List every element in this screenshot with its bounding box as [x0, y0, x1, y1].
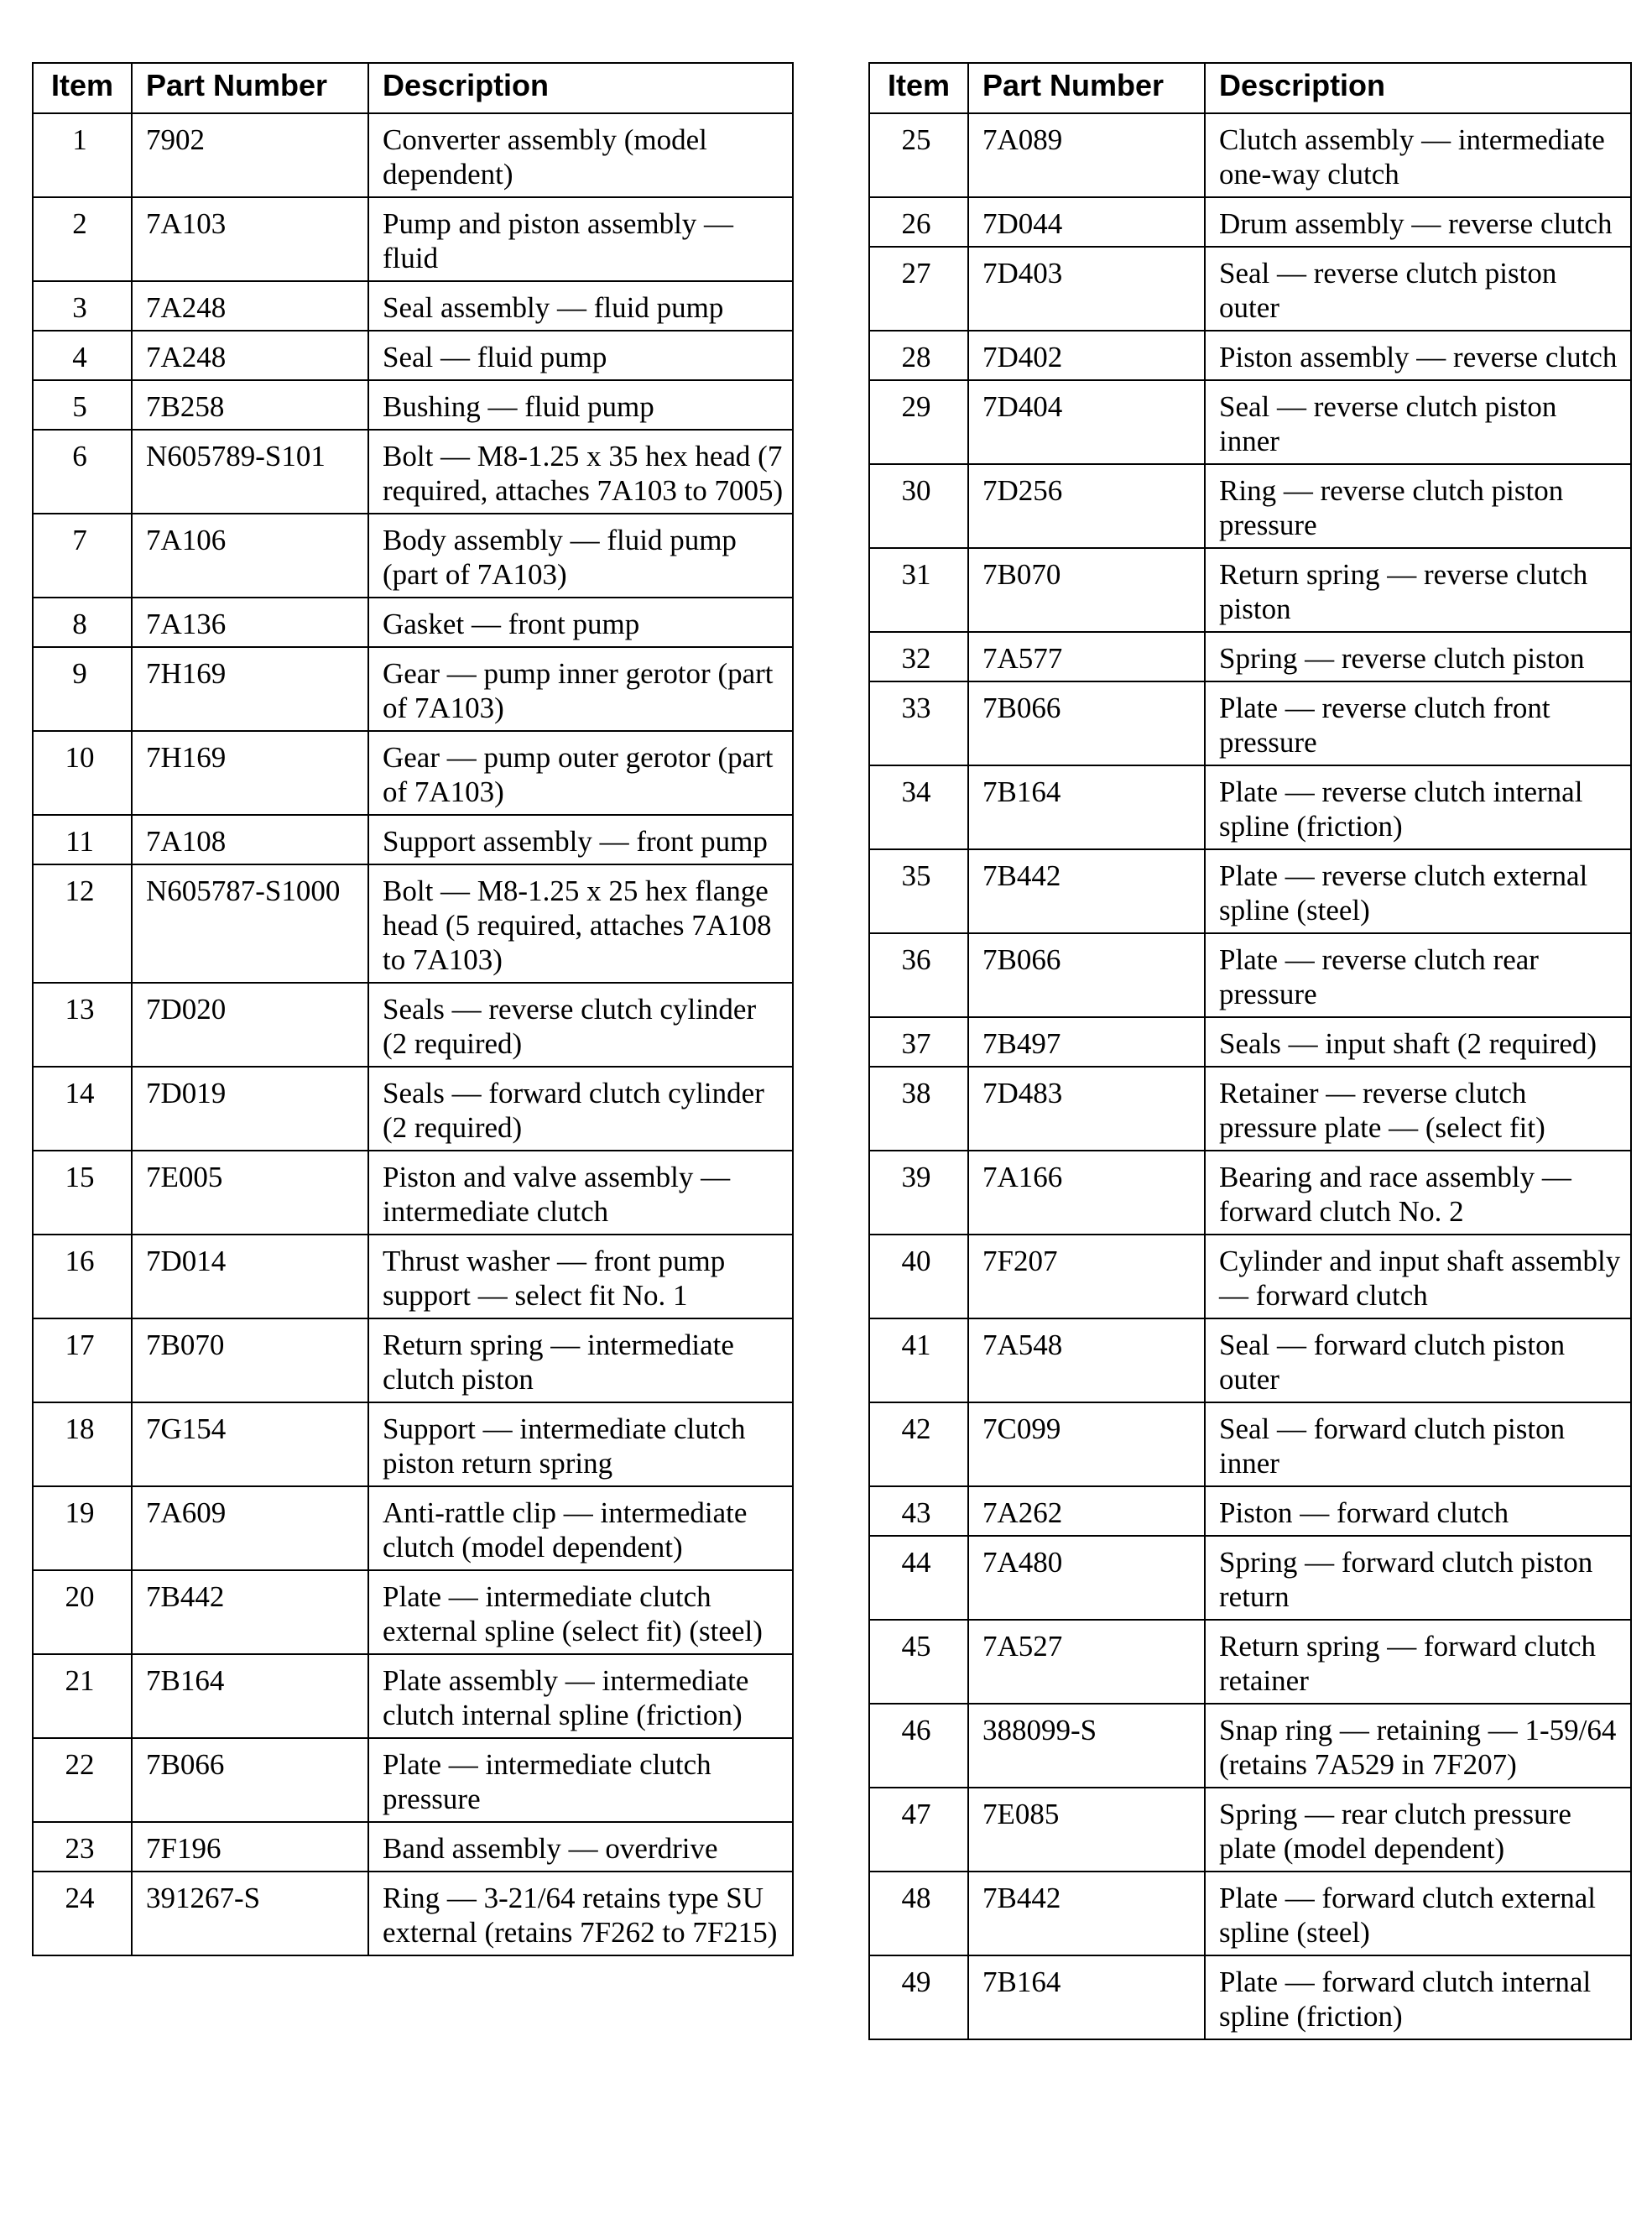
header-part-number: Part Number [132, 63, 368, 113]
item-number-cell: 41 [869, 1318, 968, 1402]
item-number-cell: 36 [869, 933, 968, 1017]
table-row [869, 1872, 1631, 1955]
description-cell: Piston and valve assembly — intermediate clutch [368, 1151, 793, 1235]
description-cell: Seal — forward clutch piston inner [1205, 1402, 1631, 1486]
table-row [869, 197, 1631, 247]
item-number-cell: 35 [869, 849, 968, 933]
table-row [33, 514, 793, 598]
table-row [33, 1151, 793, 1235]
table-row [33, 1067, 793, 1151]
item-number-cell: 25 [869, 113, 968, 197]
description-cell: Plate — intermediate clutch pressure [368, 1738, 793, 1822]
header-description: Description [1205, 63, 1631, 113]
header-item: Item [33, 63, 132, 113]
item-number-cell: 15 [33, 1151, 132, 1235]
description-cell: Seal — forward clutch piston outer [1205, 1318, 1631, 1402]
description-cell: Thrust washer — front pump support — select fit No. 1 [368, 1235, 793, 1318]
table-row [33, 430, 793, 514]
item-number-cell: 44 [869, 1536, 968, 1620]
item-number-cell: 10 [33, 731, 132, 815]
part-number-cell: 7A089 [968, 113, 1205, 197]
part-number-cell: 7E005 [132, 1151, 368, 1235]
part-number-cell: 7902 [132, 113, 368, 197]
item-number-cell: 37 [869, 1017, 968, 1067]
table-row [869, 765, 1631, 849]
part-number-cell: N605789-S101 [132, 430, 368, 514]
item-number-cell: 1 [33, 113, 132, 197]
header-item: Item [869, 63, 968, 113]
part-number-cell: 7D256 [968, 464, 1205, 548]
table-row [33, 1486, 793, 1570]
table-row [33, 864, 793, 983]
description-cell: Spring — reverse clutch piston [1205, 632, 1631, 681]
part-number-cell: 7A108 [132, 815, 368, 864]
description-cell: Drum assembly — reverse clutch [1205, 197, 1631, 247]
description-cell: Gasket — front pump [368, 598, 793, 647]
table-body [33, 113, 793, 1955]
item-number-cell: 18 [33, 1402, 132, 1486]
item-number-cell: 5 [33, 380, 132, 430]
header-part-number: Part Number [968, 63, 1205, 113]
item-number-cell: 17 [33, 1318, 132, 1402]
table-row [869, 1620, 1631, 1704]
description-cell: Gear — pump outer gerotor (part of 7A103) [368, 731, 793, 815]
header-description: Description [368, 63, 793, 113]
part-number-cell: 7A548 [968, 1318, 1205, 1402]
table-row [33, 731, 793, 815]
description-cell: Return spring — intermediate clutch piston [368, 1318, 793, 1402]
part-number-cell: 388099-S [968, 1704, 1205, 1788]
part-number-cell: 7C099 [968, 1402, 1205, 1486]
description-cell: Plate — reverse clutch external spline (steel) [1205, 849, 1631, 933]
header-row [869, 63, 1631, 113]
part-number-cell: 7D404 [968, 380, 1205, 464]
item-number-cell: 24 [33, 1872, 132, 1955]
item-number-cell: 40 [869, 1235, 968, 1318]
item-number-cell: 11 [33, 815, 132, 864]
table-row [869, 1151, 1631, 1235]
part-number-cell: 7B066 [968, 933, 1205, 1017]
description-cell: Bolt — M8-1.25 x 35 hex head (7 required, attaches 7A103 to 7005) [368, 430, 793, 514]
item-number-cell: 26 [869, 197, 968, 247]
table-row [869, 113, 1631, 197]
item-number-cell: 4 [33, 331, 132, 380]
table-row [869, 1235, 1631, 1318]
table-row [33, 1570, 793, 1654]
table-row [869, 632, 1631, 681]
table-row [869, 1017, 1631, 1067]
table-row [869, 548, 1631, 632]
description-cell: Snap ring — retaining — 1-59/64 (retains 7A529 in 7F207) [1205, 1704, 1631, 1788]
part-number-cell: 7A577 [968, 632, 1205, 681]
part-number-cell: 7B442 [132, 1570, 368, 1654]
table-row [869, 1788, 1631, 1872]
description-cell: Plate — forward clutch external spline (steel) [1205, 1872, 1631, 1955]
item-number-cell: 33 [869, 681, 968, 765]
description-cell: Plate — reverse clutch front pressure [1205, 681, 1631, 765]
part-number-cell: 7B442 [968, 849, 1205, 933]
item-number-cell: 34 [869, 765, 968, 849]
part-number-cell: 7A248 [132, 281, 368, 331]
part-number-cell: 7B164 [132, 1654, 368, 1738]
part-number-cell: 7B066 [968, 681, 1205, 765]
part-number-cell: 7A262 [968, 1486, 1205, 1536]
item-number-cell: 3 [33, 281, 132, 331]
part-number-cell: 7B442 [968, 1872, 1205, 1955]
description-cell: Plate assembly — intermediate clutch internal spline (friction) [368, 1654, 793, 1738]
description-cell: Converter assembly (model dependent) [368, 113, 793, 197]
part-number-cell: N605787-S1000 [132, 864, 368, 983]
description-cell: Spring — rear clutch pressure plate (model dependent) [1205, 1788, 1631, 1872]
description-cell: Piston assembly — reverse clutch [1205, 331, 1631, 380]
table-row [33, 1318, 793, 1402]
header-row [33, 63, 793, 113]
item-number-cell: 16 [33, 1235, 132, 1318]
item-number-cell: 20 [33, 1570, 132, 1654]
part-number-cell: 7A136 [132, 598, 368, 647]
item-number-cell: 45 [869, 1620, 968, 1704]
item-number-cell: 12 [33, 864, 132, 983]
table-row [869, 1955, 1631, 2039]
item-number-cell: 27 [869, 247, 968, 331]
part-number-cell: 7B164 [968, 765, 1205, 849]
table-row [33, 1738, 793, 1822]
table-row [33, 1654, 793, 1738]
table-row [869, 849, 1631, 933]
part-number-cell: 7A248 [132, 331, 368, 380]
table-row [33, 647, 793, 731]
description-cell: Anti-rattle clip — intermediate clutch (model dependent) [368, 1486, 793, 1570]
item-number-cell: 28 [869, 331, 968, 380]
part-number-cell: 7A480 [968, 1536, 1205, 1620]
part-number-cell: 7A609 [132, 1486, 368, 1570]
table-row [869, 1486, 1631, 1536]
description-cell: Return spring — reverse clutch piston [1205, 548, 1631, 632]
item-number-cell: 19 [33, 1486, 132, 1570]
part-number-cell: 7B070 [132, 1318, 368, 1402]
item-number-cell: 6 [33, 430, 132, 514]
part-number-cell: 7F207 [968, 1235, 1205, 1318]
table-row [869, 331, 1631, 380]
table-row [869, 1067, 1631, 1151]
part-number-cell: 7D020 [132, 983, 368, 1067]
parts-table-left [32, 62, 794, 1956]
description-cell: Bearing and race assembly — forward clutch No. 2 [1205, 1151, 1631, 1235]
part-number-cell: 7B164 [968, 1955, 1205, 2039]
item-number-cell: 42 [869, 1402, 968, 1486]
description-cell: Spring — forward clutch piston return [1205, 1536, 1631, 1620]
description-cell: Clutch assembly — intermediate one-way clutch [1205, 113, 1631, 197]
description-cell: Seals — reverse clutch cylinder (2 required) [368, 983, 793, 1067]
table-row [869, 1704, 1631, 1788]
item-number-cell: 13 [33, 983, 132, 1067]
part-number-cell: 7D044 [968, 197, 1205, 247]
item-number-cell: 14 [33, 1067, 132, 1151]
part-number-cell: 7B258 [132, 380, 368, 430]
table-row [33, 331, 793, 380]
table-row [869, 933, 1631, 1017]
description-cell: Plate — intermediate clutch external spline (select fit) (steel) [368, 1570, 793, 1654]
part-number-cell: 7F196 [132, 1822, 368, 1872]
description-cell: Ring — 3-21/64 retains type SU external (retains 7F262 to 7F215) [368, 1872, 793, 1955]
description-cell: Seal — fluid pump [368, 331, 793, 380]
description-cell: Seal — reverse clutch piston outer [1205, 247, 1631, 331]
item-number-cell: 49 [869, 1955, 968, 2039]
item-number-cell: 47 [869, 1788, 968, 1872]
item-number-cell: 23 [33, 1822, 132, 1872]
table-row [33, 983, 793, 1067]
part-number-cell: 7B497 [968, 1017, 1205, 1067]
description-cell: Seals — forward clutch cylinder (2 required) [368, 1067, 793, 1151]
description-cell: Seal assembly — fluid pump [368, 281, 793, 331]
part-number-cell: 7D019 [132, 1067, 368, 1151]
table-row [33, 281, 793, 331]
table-row [33, 197, 793, 281]
item-number-cell: 7 [33, 514, 132, 598]
description-cell: Retainer — reverse clutch pressure plate — (select fit) [1205, 1067, 1631, 1151]
item-number-cell: 46 [869, 1704, 968, 1788]
table-row [33, 1822, 793, 1872]
item-number-cell: 39 [869, 1151, 968, 1235]
item-number-cell: 48 [869, 1872, 968, 1955]
description-cell: Cylinder and input shaft assembly — forward clutch [1205, 1235, 1631, 1318]
description-cell: Return spring — forward clutch retainer [1205, 1620, 1631, 1704]
table-row [869, 1402, 1631, 1486]
table-row [869, 681, 1631, 765]
item-number-cell: 43 [869, 1486, 968, 1536]
table-row [869, 1536, 1631, 1620]
table-row [33, 1872, 793, 1955]
table-row [33, 815, 793, 864]
table-row [33, 1402, 793, 1486]
table-body [869, 113, 1631, 2039]
item-number-cell: 29 [869, 380, 968, 464]
part-number-cell: 7G154 [132, 1402, 368, 1486]
table-row [33, 1235, 793, 1318]
description-cell: Support assembly — front pump [368, 815, 793, 864]
item-number-cell: 9 [33, 647, 132, 731]
table-row [869, 1318, 1631, 1402]
part-number-cell: 7A166 [968, 1151, 1205, 1235]
part-number-cell: 391267-S [132, 1872, 368, 1955]
parts-table-right [868, 62, 1632, 2040]
part-number-cell: 7E085 [968, 1788, 1205, 1872]
part-number-cell: 7B070 [968, 548, 1205, 632]
description-cell: Plate — forward clutch internal spline (friction) [1205, 1955, 1631, 2039]
part-number-cell: 7A106 [132, 514, 368, 598]
part-number-cell: 7D402 [968, 331, 1205, 380]
item-number-cell: 22 [33, 1738, 132, 1822]
part-number-cell: 7B066 [132, 1738, 368, 1822]
description-cell: Ring — reverse clutch piston pressure [1205, 464, 1631, 548]
item-number-cell: 2 [33, 197, 132, 281]
description-cell: Gear — pump inner gerotor (part of 7A103) [368, 647, 793, 731]
item-number-cell: 21 [33, 1654, 132, 1738]
part-number-cell: 7H169 [132, 647, 368, 731]
item-number-cell: 8 [33, 598, 132, 647]
description-cell: Body assembly — fluid pump (part of 7A103) [368, 514, 793, 598]
table-row [869, 464, 1631, 548]
table-row [33, 380, 793, 430]
part-number-cell: 7A103 [132, 197, 368, 281]
part-number-cell: 7D483 [968, 1067, 1205, 1151]
part-number-cell: 7H169 [132, 731, 368, 815]
description-cell: Support — intermediate clutch piston return spring [368, 1402, 793, 1486]
part-number-cell: 7A527 [968, 1620, 1205, 1704]
table-row [869, 247, 1631, 331]
description-cell: Bushing — fluid pump [368, 380, 793, 430]
description-cell: Seal — reverse clutch piston inner [1205, 380, 1631, 464]
table-row [33, 113, 793, 197]
description-cell: Bolt — M8-1.25 x 25 hex flange head (5 required, attaches 7A108 to 7A103) [368, 864, 793, 983]
description-cell: Band assembly — overdrive [368, 1822, 793, 1872]
item-number-cell: 38 [869, 1067, 968, 1151]
description-cell: Seals — input shaft (2 required) [1205, 1017, 1631, 1067]
description-cell: Plate — reverse clutch rear pressure [1205, 933, 1631, 1017]
item-number-cell: 31 [869, 548, 968, 632]
description-cell: Plate — reverse clutch internal spline (friction) [1205, 765, 1631, 849]
table-row [33, 598, 793, 647]
description-cell: Piston — forward clutch [1205, 1486, 1631, 1536]
part-number-cell: 7D403 [968, 247, 1205, 331]
description-cell: Pump and piston assembly — fluid [368, 197, 793, 281]
table-row [869, 380, 1631, 464]
item-number-cell: 32 [869, 632, 968, 681]
item-number-cell: 30 [869, 464, 968, 548]
part-number-cell: 7D014 [132, 1235, 368, 1318]
